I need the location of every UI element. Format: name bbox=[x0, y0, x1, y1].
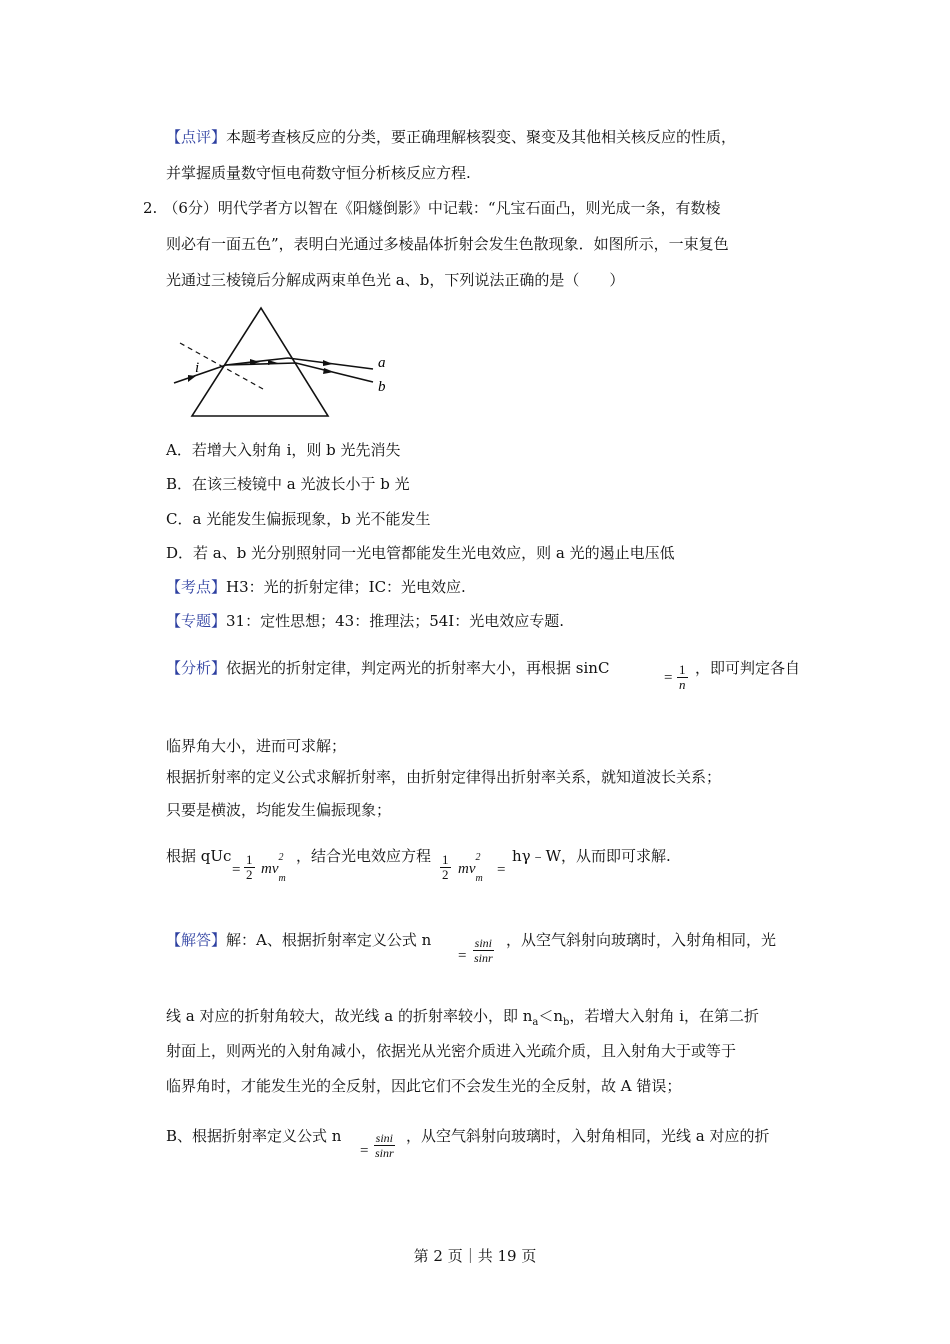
fraction-sini-sinr-1: $\frac{\sin i}{\sin r}$ bbox=[474, 936, 493, 965]
fenxi-line-2: 临界角大小，进而可求解； bbox=[166, 737, 347, 755]
fenxi-line-1-tail: ，即可判定各自 bbox=[695, 659, 801, 677]
question-line-1: 2. （6分）明代学者方以智在《阳燧倒影》中记载：“凡宝石面凸，则光成一条，有数棱 bbox=[143, 199, 721, 217]
option-c: C．a 光能发生偏振现象，b 光不能发生 bbox=[166, 510, 431, 528]
eq-sign-2: = bbox=[232, 862, 241, 878]
fenxi-line-3: 根据折射率的定义公式求解折射率，由折射定律得出折射率关系，就知道波长关系； bbox=[166, 768, 722, 786]
fraction-half-1: $\frac{1}{2}$ bbox=[246, 852, 253, 882]
zhuanti: 【专题】31：定性思想；43：推理法；54I：光电效应专题. bbox=[166, 612, 564, 630]
mv2-1: mv 2 $_m$ bbox=[261, 852, 286, 884]
zhuanti-tag: 【专题】 bbox=[166, 612, 227, 630]
question-line-3: 光通过三棱镜后分解成两束单色光 a、b，下列说法正确的是（ ） bbox=[166, 271, 625, 289]
kaodian: 【考点】H3：光的折射定律；IC：光电效应. bbox=[166, 578, 466, 596]
review-line-1: 【点评】本题考查核反应的分类，要正确理解核裂变、聚变及其他相关核反应的性质， bbox=[166, 128, 737, 146]
jieda-line-5-tail: ，从空气斜射向玻璃时，入射角相同，光线 a 对应的折 bbox=[406, 1127, 770, 1145]
jieda-line-4: 临界角时，才能发生光的全反射，因此它们不会发生光的全反射，故 A 错误； bbox=[166, 1077, 682, 1095]
option-a: A．若增大入射角 i，则 b 光先消失 bbox=[166, 441, 401, 459]
kaodian-tag: 【考点】 bbox=[166, 578, 227, 596]
label-i: i bbox=[195, 360, 200, 376]
question-number: 2. bbox=[143, 199, 158, 217]
fenxi-line-4: 只要是横波，均能发生偏振现象； bbox=[166, 801, 392, 819]
eq-sign-1: = bbox=[664, 670, 673, 686]
label-b: b bbox=[378, 379, 386, 395]
eq-sign-4: = bbox=[458, 948, 467, 964]
label-a: a bbox=[378, 355, 386, 371]
prism-figure bbox=[168, 305, 398, 420]
jieda-line-1-tail: ，从空气斜射向玻璃时，入射角相同，光 bbox=[506, 931, 777, 949]
jieda-tag: 【解答】 bbox=[166, 931, 227, 949]
question-line-2: 则必有一面五色”，表明白光通过多棱晶体折射会发生色散现象．如图所示，一束复色 bbox=[166, 235, 729, 253]
fraction-1-over-n: $\frac{1}{n}$ bbox=[679, 662, 686, 692]
mv2-2: mv 2 $_m$ bbox=[458, 852, 483, 884]
jieda-line-3: 射面上，则两光的入射角减小，依据光从光密介质进入光疏介质，且入射角大于或等于 bbox=[166, 1042, 737, 1060]
option-d: D．若 a、b 光分别照射同一光电管都能发生光电效应，则 a 光的遏止电压低 bbox=[166, 544, 675, 562]
eq-sign-5: = bbox=[360, 1143, 369, 1159]
fenxi-line-5a: 根据 qUc bbox=[166, 847, 232, 865]
review-tag: 【点评】 bbox=[166, 128, 227, 146]
page-footer: 第 2 页｜共 19 页 bbox=[413, 1247, 537, 1265]
fraction-half-2: $\frac{1}{2}$ bbox=[442, 852, 449, 882]
fenxi-tag: 【分析】 bbox=[166, 659, 227, 677]
jieda-line-2: 线 a 对应的折射角较大，故光线 a 的折射率较小，即 $n_a<n_b$，若增大入射角 i，在第二折 bbox=[166, 1007, 760, 1028]
jieda-line-1: 【解答】解：A、根据折射率定义公式 n bbox=[166, 931, 432, 949]
option-b: B．在该三棱镜中 a 光波长小于 b 光 bbox=[166, 475, 410, 493]
review-line-2: 并掌握质量数守恒电荷数守恒分析核反应方程. bbox=[166, 164, 471, 182]
jieda-line-5: B、根据折射率定义公式 n bbox=[166, 1127, 342, 1145]
fraction-sini-sinr-2: $\frac{\sin i}{\sin r}$ bbox=[375, 1131, 394, 1160]
arrow-b bbox=[323, 368, 334, 374]
fenxi-line-1: 【分析】依据光的折射定律，判定两光的折射率大小，再根据 sinC bbox=[166, 659, 610, 677]
fenxi-line-5c: hγ﹣W，从而即可求解. bbox=[512, 847, 671, 865]
arrow-incident bbox=[188, 375, 196, 382]
fenxi-line-5b: ，结合光电效应方程 bbox=[296, 847, 432, 865]
eq-sign-3: = bbox=[497, 862, 506, 878]
